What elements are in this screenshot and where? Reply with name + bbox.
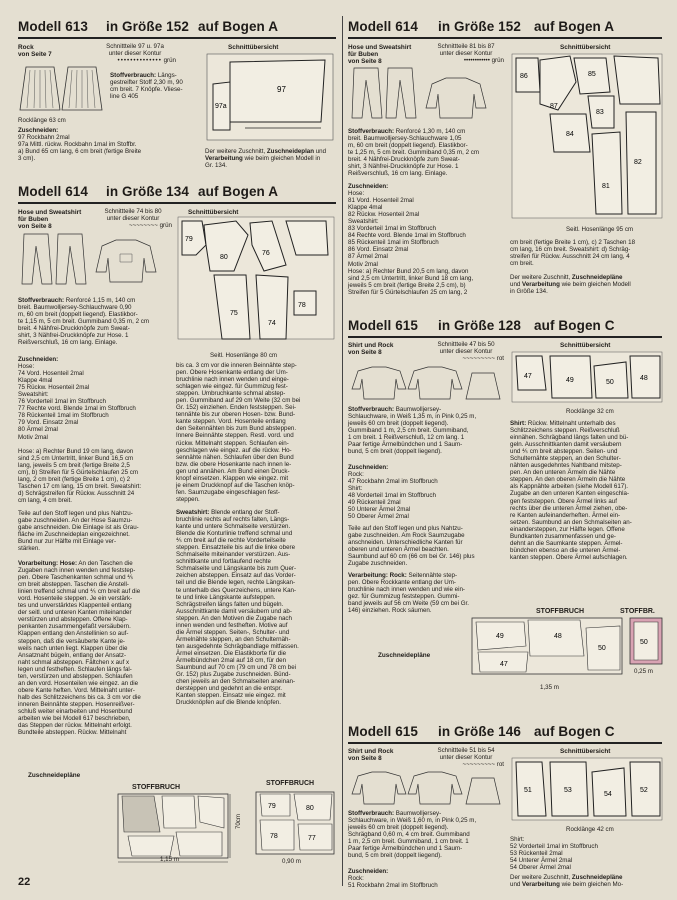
svg-text:77: 77: [308, 835, 316, 842]
item-label: Shirt und Rock von Seite 8: [348, 748, 394, 763]
skirt-length: Rocklänge 42 cm: [566, 826, 614, 833]
svg-text:79: 79: [185, 236, 193, 243]
item-label: Hose und Sweatshirt für Buben von Seite 8: [18, 209, 82, 231]
svg-text:48: 48: [554, 633, 562, 640]
plan-title: Schnittübersicht: [560, 342, 611, 349]
material-614-152: Stoffverbrauch: Renforcé 1,30 m, 140 cm breit. Baumwolljersey-Schlauchware 1,05 m, 60 cm breit (doppelt liegend). Elastikbor- te 1,25 m, 5 cm breit. Gummiband 0,35 m, 2 cm breit. 4 Nähfrei-Druckknöpfe zum Sweat- shirt, 3 Nähfrei-Druckknöpfe zur Hose. 1 Reißverschluß, 16 cm lang. Einlage.: [348, 128, 480, 178]
shirt-skirt-sketch: [348, 363, 508, 403]
svg-text:86: 86: [520, 73, 528, 80]
cutting-plans-title: Zuschneidepläne: [28, 772, 81, 779]
svg-text:76: 76: [262, 250, 270, 257]
work-pants-continued: bis ca. 3 cm vor die inneren Beinnähte step- pen. Obere Hosenkante entlang der Um- bruchlinie nach innen wenden und einge- schlagen wie eingez. für Gummizug fest- steppen. Umbruchkante schmal abstep- pen. Gummiband auf 29 cm Weite (32 cm bei Gr. 152) einziehen. Enden feststeppen. Sei- tennähte bis zur oberen Hosen- bzw. Bund- kante steppen. Vord. Hosenteile entlang den Seitennähten bis zum Bund absteppen. Innere Beinnähte steppen. Restl. vord. und rückw. Mittelnaht steppen. Schlaufen ein- geschlagen wie eingez. auf die rückw. Ho- sennähte nähen. Schlaufen über den Bund bzw. die obere Hosenkante nach innen le- gen und annähen. Am Bund einen Druck- knopf einsetzen. Klappen wie eingez. mit je einem Druckknopf auf die Taschen knöp- fen. Saumzugabe eingeschlagen fest- steppen.: [176, 362, 301, 503]
svg-text:81: 81: [602, 183, 610, 190]
svg-text:78: 78: [270, 833, 278, 840]
svg-text:79: 79: [268, 803, 276, 810]
extra-pieces-614: Hose: a) Rechter Bund 19 cm lang, davon sind 2,5 cm Untertritt, linker Bund 16,5 cm lang, jeweils 5 cm breit (fertige Breite 2,5 cm), b) Streifen für 5 Gürtelschlaufen 25 cm lang, 2 cm breit (fertige Breite 1 cm), c) 2 Taschen 17 cm lang, 15 cm breit. Sweatshirt: d) Schrägstreifen für Rückw. Ausschnitt 24 cm lang, 4 cm breit.: [18, 448, 142, 505]
fabric-width: 1,35 m: [540, 684, 559, 691]
material-614-134: Stoffverbrauch: Renforcé 1,15 m, 140 cm breit. Baumwolljersey-Schlauchware 0,90 m, 60 cm breit (doppelt liegend). Elastikbor- te 1,15 m, 5 cm breit. Gummiband 0,35 m, 2 cm breit. 4 Nähfrei-Druckknöpfe zum Sweat- shirt, 3 Nähfrei-Druckknöpfe zur Hose. 1 Reißverschluß, 16 cm lang. Einlage.: [18, 297, 150, 347]
svg-text:50: 50: [598, 645, 606, 652]
svg-text:52: 52: [640, 787, 648, 794]
skirt-length: Rocklänge 63 cm: [18, 117, 66, 124]
cutting-614-134: Zuschneiden: Hose: 74 Vord. Hosenteil 2mal Klappe 4mal 75 Rückw. Hosenteil 2mal Sweatshirt: 76 Vorderteil 1mal im Stoffbruch 77 Rechte vord. Blende 1mal im Stoffbruch 78 Rückenteil 1mal im Stoffbruch 79 Vord. Einsatz 2mal 80 Ärmel 2mal Motiv 2mal: [18, 356, 136, 441]
svg-text:49: 49: [496, 633, 504, 640]
fabric-height: 70cm: [235, 813, 243, 830]
pattern-overview-615-128: [510, 350, 664, 404]
section-614-152-title: Modell 614 in Größe 152 auf Bogen A: [348, 19, 615, 34]
svg-text:54: 54: [604, 791, 612, 798]
note-613: Der weitere Zuschnitt, Zuschneideplan und Verarbeitung wie beim gleichen Modell in Gr. 134.: [205, 148, 327, 170]
fabric-width: 0,90 m: [282, 858, 301, 865]
pants-sweatshirt-sketch: [18, 232, 178, 288]
cutline-note: Schnittteile 74 bis 80 unter dieser Kontur ~~~~~~~~ grün: [104, 208, 172, 230]
work-shirt-615: Shirt: Rückw. Mittelnaht unterhalb des Schlitzzeichens steppen. Reißverschluß einnähen. Schrägband längs falten und bü- geln. Ausschnittkanten damit versäubern und ⅘ cm breit absteppen. Seiten- und Schulternähte steppen, an den Schulter- nähten ausgedehntes Nahtband mitstep- pen. An den unteren Ärmeln die Nähte steppen. An den oberen Ärmeln die Nähte als Kappnähte arbeiten (siehe Modell 617). Zugabe an den unteren Kanten eingeschla- gen feststeppen. Obere Ärmel links auf rechts über die unteren Ärmel ziehen, obe- re Kanten aufeinanderheften. Ärmel ein- setzen. Saumbund an den Schmalseiten an- einandersteppen, zur Hälfte legen. Offene Bundkanten zusammenfassen und ge- dehnt an die Saumkante steppen. Ärmel- bündchen ebenso an die unteren Ärmel- kanten steppen. Obere Ärmel aufschlagen.: [510, 420, 632, 561]
cutting-plan-fabric-1: [114, 792, 244, 866]
cutting-615-146: Zuschneiden: Rock: 51 Rockbahn 2mal im Stoffbruch: [348, 868, 438, 890]
plan-title: Schnittübersicht: [228, 44, 279, 51]
pattern-overview-614-134: [176, 215, 338, 343]
cutting-plans-title: Zuschneidepläne: [378, 652, 431, 659]
fabric-width: 0,25 m: [634, 668, 653, 675]
item-label: Rock von Seite 7: [18, 44, 52, 59]
section-613-title: Modell 613 in Größe 152 auf Bogen A: [18, 19, 279, 34]
cutting-plan-fabric-2: [254, 790, 338, 856]
divider: [348, 336, 662, 338]
divider: [348, 742, 662, 744]
section-615-128-title: Modell 615 in Größe 128 auf Bogen C: [348, 318, 615, 333]
material-615-146: Stoffverbrauch: Baumwolljersey- Schlauchware, in Weiß 1,60 m, in Pink 0,25 m, jeweils 60 cm breit (doppelt liegend). Schrägband 0,60 m, 4 cm breit. Gummiband 1 m, 2,5 cm breit. Gummiband, 1 cm breit. 1 Paar fertige Ärmelbündchen und 1 Saum- bund, 5 cm breit (doppelt liegend).: [348, 810, 477, 860]
svg-text:80: 80: [306, 805, 314, 812]
svg-text:50: 50: [606, 379, 614, 386]
svg-text:83: 83: [596, 109, 604, 116]
cutting-615-128: Zuschneiden: Rock: 47 Rockbahn 2mal im Stoffbruch Shirt: 48 Vorderteil 1mal im Stoffbruch 49 Rückenteil 2mal 50 Unterer Ärmel 2mal 50 Oberer Ärmel 2mal: [348, 464, 438, 521]
column-divider: [342, 16, 343, 886]
svg-text:50: 50: [640, 639, 648, 646]
note-614-152: Der weitere Zuschnitt, Zuschneidepläne und Verarbeitung wie beim gleichen Modell in Größe 134.: [510, 274, 631, 296]
pattern-overview-613: [205, 52, 337, 144]
pants-length: Seitl. Hosenlänge 80 cm: [210, 352, 278, 359]
svg-text:51: 51: [524, 787, 532, 794]
plan-title: Schnittübersicht: [188, 209, 239, 216]
plan-title: Schnittübersicht: [560, 44, 611, 51]
svg-text:47: 47: [524, 373, 532, 380]
cutting-shirt-615-146: Shirt: 52 Vorderteil 1mal im Stoffbruch 53 Rückenteil 2mal 54 Unterer Ärmel 2mal 54 Oberer Ärmel 2mal: [510, 836, 598, 872]
pieces-614-152: cm breit (fertige Breite 1 cm), c) 2 Taschen 18 cm lang, 16 cm breit. Sweatshirt: d) Schräg- streifen für Rückw. Ausschnitt 24 cm lang, 4 cm breit.: [510, 239, 636, 268]
fabric-width: 1,15 m: [160, 856, 179, 863]
layout-note-614: Teile auf den Stoff legen und plus Nahtzu- gabe zuschneiden. An der Hose Saumzu- gabe anschneiden. Die Einlage ist als Grau- fläche im Zuschneideplan eingezeichnet. Bund nur zur Hälfte mit Einlage ver- stärken.: [18, 510, 139, 553]
material-615-128: Stoffverbrauch: Baumwolljersey- Schlauchware, in Weiß 1,35 m, in Pink 0,25 m, jeweils 60 cm breit (doppelt liegend). Gummiband 1 m, 2,5 cm breit. Gummiband, 1 cm breit. 1 Reißverschluß, 12 cm lang. 1 Paar fertige Ärmelbündchen und 1 Saum- bund, 5 cm breit (doppelt liegend).: [348, 406, 477, 456]
layout-note-615: Teile auf den Stoff legen und plus Nahtzu- gabe zuschneiden. Am Rock Saumzugabe anschneiden. Unterschiedliche Kanten für oberen und unteren Ärmel beachten. Saumbund auf 60 cm (66 cm bei Gr. 146) plus Zugabe zuschneiden.: [348, 525, 475, 568]
cutting-613: Zuschneiden: 97 Rockbahn 2mal 97a Mittl. rückw. Rockbahn 1mal im Stoffbr. a) Bund 65 cm lang, 6 cm breit (fertige Breite 3 cm).: [18, 127, 142, 163]
work-pants-614: Vorarbeitung: Hose: An den Taschen die Zugaben nach innen wenden und feststep- pen. Obere Taschenkanten schmal und ⅘ cm breit absteppen. Taschen die Anstell- linien treffend schmal und ⅘ cm breit auf die vord. Hosenteile steppen. Je ein verstärk- tes und unverstärktes Klappenteil entlang der seitl. und unteren Kanten miteinander verstürzen und absteppen. Offene Klap- penkanten zusammengefaßt versäubern. Klappen entlang den Anstellinien so auf- steppen, daß die versäuberte Kante je- weils nach unten liegt. Klappen über die Ansatznaht bügeln, entlang der Ansatz- naht schmal absteppen. Fältchen x auf x legen und festheften. Schlaufen längs fal- ten, verstürzen und absteppen. Schlaufen an den vord. Hosenteilen wie eingez. an die obere Kante heften. Vord. Mittelnaht unter- halb des Schlitzzeichens bis ca. 3 cm vor die inneren Beinnähte steppen. Hosenreißver- schluß weiter einarbeiten und Hosenbund arbeiten wie bei Modell 617 beschrieben, das Steppen der rückw. Mittelnaht erfolgt. Bundteile absteppen. Rückw. Mittelnaht: [18, 560, 141, 737]
svg-text:84: 84: [566, 131, 574, 138]
svg-text:75: 75: [230, 310, 238, 317]
cutline-note: Schnittteile 47 bis 50 unter dieser Kontur ~~~~~~~~~ rot: [437, 341, 504, 363]
divider: [348, 37, 662, 39]
section-615-146-title: Modell 615 in Größe 146 auf Bogen C: [348, 724, 615, 739]
svg-text:74: 74: [268, 320, 276, 327]
fold-label: STOFFBRUCH: [536, 608, 585, 615]
plan-title: Schnittübersicht: [560, 748, 611, 755]
svg-text:47: 47: [500, 661, 508, 668]
pattern-overview-614-152: [510, 52, 664, 222]
svg-text:48: 48: [640, 375, 648, 382]
note-615-146: Der weitere Zuschnitt, Zuschneidepläne und Verarbeitung wie beim gleichen Mo-: [510, 874, 624, 889]
shirt-skirt-sketch: [348, 770, 508, 806]
pants-length: Seitl. Hosenlänge 95 cm: [566, 226, 634, 233]
svg-text:82: 82: [634, 159, 642, 166]
skirt-length: Rocklänge 32 cm: [566, 408, 614, 415]
work-skirt-615: Verarbeitung: Rock: Seitennähte step- pen. Obere Rockkante entlang der Um- bruchlinie nach innen wenden und wie ein- gez. für Gummizug feststeppen. Gummi- band jeweils auf 56 cm Weite (59 cm bei Gr. 146) einziehen. Rock säumen.: [348, 572, 469, 615]
material-613: Stoffverbrauch: Längs- gestreifter Stoff 2,30 m, 90 cm breit. 7 Knöpfe. Vliese- line G 405: [110, 72, 183, 101]
cutting-614-152: Zuschneiden: Hose: 81 Vord. Hosenteil 2mal Klappe 4mal 82 Rückw. Hosenteil 2mal Sweatshirt: 83 Vorderteil 1mal im Stoffbruch 84 Rechte vord. Blende 1mal im Stoffbruch 85 Rückenteil 1mal im Stoffbruch 86 Vord. Einsatz 2mal 87 Ärmel 2mal Motiv 2mal Hose: a) Rechter Bund 20,5 cm lang, davon sind 2,5 cm Untertritt, linker Bund 18 cm lang, jeweils 5 cm breit (fertige Breite 2,5 cm), b) Streifen für 5 Gürtelschlaufen 25 cm lang, 2: [348, 183, 474, 296]
cutline-note: Schnittteile 81 bis 87 unter dieser Kontur •••••••••••• grün: [437, 43, 504, 65]
fold-label: STOFFBR.: [620, 608, 655, 615]
fold-label: STOFFBRUCH: [132, 784, 181, 791]
svg-text:80: 80: [220, 254, 228, 261]
svg-text:87: 87: [550, 103, 558, 110]
section-614-134-title: Modell 614 in Größe 134 auf Bogen A: [18, 184, 279, 199]
svg-text:49: 49: [566, 377, 574, 384]
pants-sweatshirt-sketch: [348, 66, 508, 122]
svg-text:85: 85: [588, 71, 596, 78]
page-number: 22: [18, 876, 31, 888]
cutline-note: Schnittteile 97 u. 97a unter dieser Kontur •••••••••••••• grün: [106, 43, 176, 65]
item-label: Hose und Sweatshirt für Buben von Seite 8: [348, 44, 412, 66]
cutline-note: Schnittteile 51 bis 54 unter dieser Kontur ~~~~~~~~~ rot: [437, 747, 504, 769]
skirt-sketch: [18, 64, 108, 114]
item-label: Shirt und Rock von Seite 8: [348, 342, 394, 357]
svg-text:78: 78: [298, 302, 306, 309]
piece-97a: 97a: [215, 103, 227, 110]
fold-label: STOFFBRUCH: [266, 780, 315, 787]
piece-97: 97: [277, 85, 286, 94]
pattern-overview-615-146: [510, 756, 664, 822]
divider: [18, 37, 336, 39]
work-sweatshirt-614: Sweatshirt: Blende entlang der Stoff- bruchlinie rechts auf rechts falten, Längs- kante und untere Schmalseite verstürzen. Blende die Konturlinie treffend schmal und ⅘ cm breit auf die rechte Vorderteilseite steppen. Einsatzteile bis auf die linke obere Schmalseite miteinander verstürzen. Aus- schnittkante und fortlaufend rechte Schmalseite und Längskante bis zum Quer- zeichen absteppen. Einsatz auf das Vorder- teil und die Blende legen, rechte Längskan- te unterhalb des Querzeichens, untere Kan- te und linke Längskante aufsteppen. Schrägstreifen längs falten und bügeln. Ausschnittkante damit versäubern und ab- steppen. An den Motiven die Zugabe nach innen wenden und festheften. Motive auf die Ärmel steppen. Seiten-, Schulter- und Ärmelnähte steppen, an den Schulternäh- ten ausgedehnte Schrägbandlage mitfassen. Ärmel einsetzen. Die Elastikborte für die Ärmelbündchen 2mal auf 18 cm, für den Saumbund auf 70 cm (79 cm und 78 cm bei Gr. 152) plus Zugabe zuschneiden. Bünd- chen jeweils an den Schmalseiten aneinan- dersteppen und gedehnt an die entspr. Kanten steppen. Einsatz wie eingez. mit Druckknöpfen auf die Blende knöpfen.: [176, 509, 299, 707]
divider: [18, 202, 336, 204]
svg-text:53: 53: [564, 787, 572, 794]
